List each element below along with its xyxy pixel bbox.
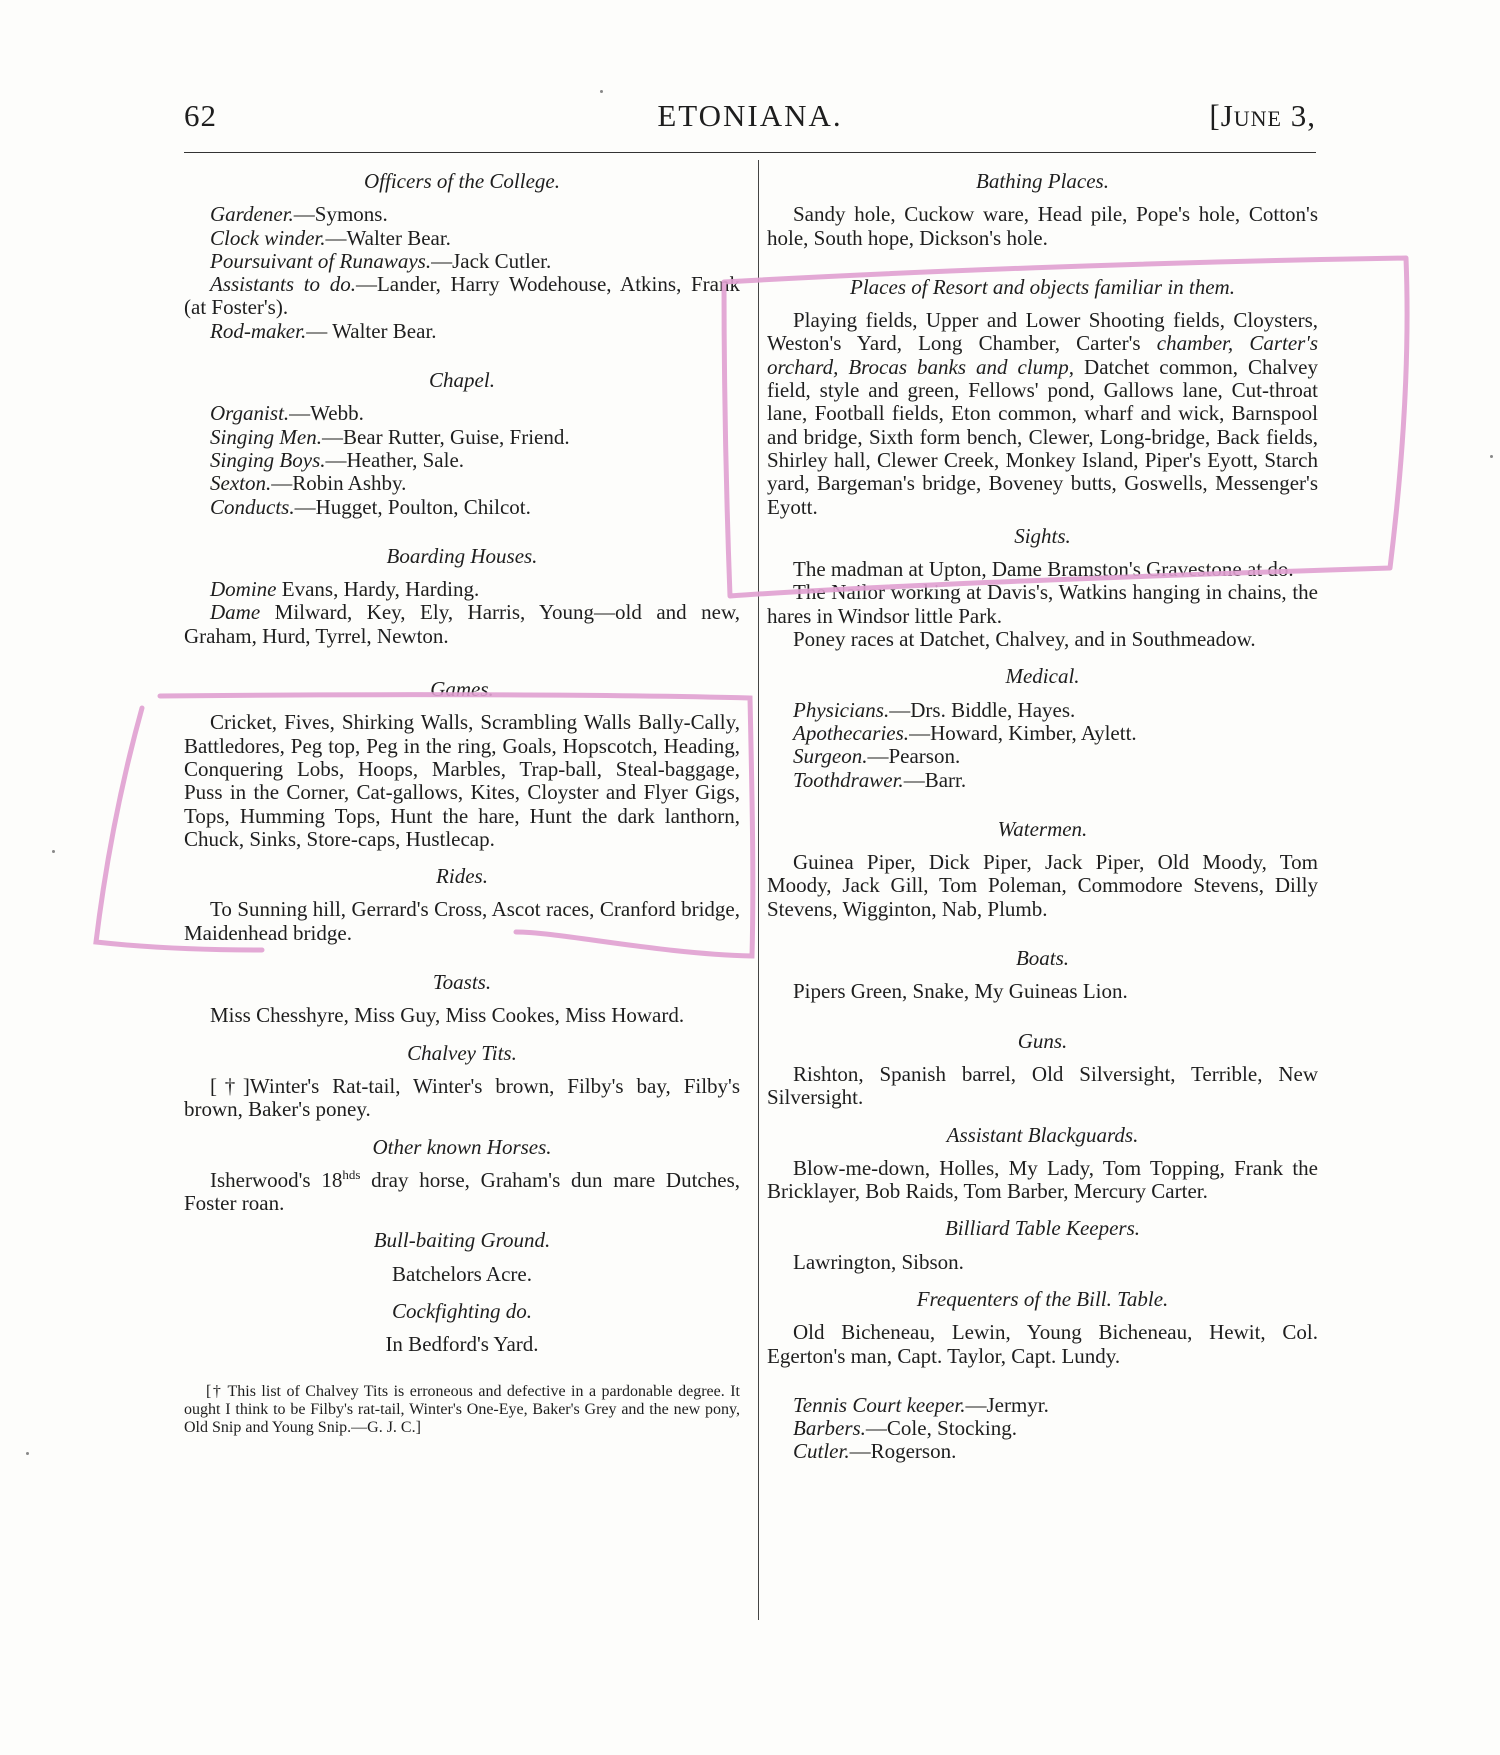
guns-text: Rishton, Spanish barrel, Old Silversight, Terrible, New Silversight. [767,1061,1318,1110]
list-item: Physicians.—Drs. Biddle, Hayes. [793,697,1076,722]
chapel-list [184,402,740,518]
list-item: Surgeon.—Pearson. [793,744,961,769]
blackguards-text: Blow-me-down, Holles, My Lady, Tom Topping, Frank the Bricklayer, Bob Raids, Tom Barber, Mercury Carter. [767,1155,1318,1204]
running-date: [June 3, [1209,98,1316,133]
list-item: Singing Boys.—Heather, Sale. [210,447,465,472]
section-title-bull: Bull-baiting Ground. [373,1228,551,1253]
footnote: [† This list of Chalvey Tits is erroneous and defective in a pardonable degree. It ought I think to be Filby's rat-tail, Winter's One-Eye, Baker's Grey and the new pony, Old Snip and Young Snip.—G. J. C.] [184,1382,740,1436]
list-item: Cutler.—Rogerson. [793,1439,957,1464]
right-column [767,170,1318,1464]
section-title-watermen: Watermen. [997,816,1088,841]
section-title-guns: Guns. [1017,1028,1068,1053]
list-item: Domine Evans, Hardy, Harding. [210,577,480,602]
list-item: Organist.—Webb. [210,401,364,426]
billiard-text: Lawrington, Sibson. [793,1249,964,1274]
sights-text: The madman at Upton, Dame Bramston's Gravestone at do. [793,557,1294,582]
frequenters-text: Old Bicheneau, Lewin, Young Bicheneau, Hewit, Col. Egerton's man, Capt. Taylor, Capt. Lundy. [767,1320,1318,1368]
list-item: Singing Men.—Bear Rutter, Guise, Friend. [210,424,570,449]
section-title-boarding: Boarding Houses. [386,543,538,568]
column-rule [758,160,759,1620]
page-number: 62 [184,98,217,133]
section-title-officers: Officers of the College. [364,169,560,193]
section-title-cock: Cockfighting do. [392,1298,532,1323]
list-item: Barbers.—Cole, Stocking. [793,1416,1018,1441]
section-title-blackguards: Assistant Blackguards. [946,1122,1139,1147]
games-text: Cricket, Fives, Shirking Walls, Scrambling Walls Bally-Cally, Battledores, Peg top, Peg in the ring, Goals, Hopscotch, Heading, Conquering Lobs, Hoops, Marbles, Trap-ball, Steal-baggage, Puss in the Corner, Cat-gallows, Kites, Cloyster and Flyer Gigs, Tops, Humming Tops, Hunt the hare, Hunt the dark lanthorn, Chuck, Sinks, Store-caps, Hustlecap. [184,710,740,851]
cock-text: In Bedford's Yard. [385,1332,539,1357]
list-item: Tennis Court keeper.—Jermyr. [793,1392,1049,1417]
section-title-billiard: Billiard Table Keepers. [944,1216,1141,1241]
paper-speck [52,850,55,853]
section-title-games: Games. [430,677,494,702]
section-title-bathing: Bathing Places. [976,169,1109,193]
list-item: Clock winder.—Walter Bear. [210,225,451,250]
resort-text: Playing fields, Upper and Lower Shooting fields, Cloysters, Weston's Yard, Long Chamber, Carter's chamber, Carter's orchard, Brocas banks and clump, Datchet common, Chalvey field, style and green, Fellows' pond, Gallows lane, Cut-throat lane, Football fields, Eton common, wharf and wick, Barnspool and bridge, Sixth form bench, Clewer, Long-bridge, Back fields, Shirley hall, Clewer Creek, Monkey Island, Piper's Eyott, Starch yard, Bargeman's bridge, Boveney butts, Goswells, Messenger's Eyott. [767,308,1318,519]
list-item: Toothdrawer.—Barr. [793,767,967,792]
list-item: Poursuivant of Runaways.—Jack Cutler. [210,248,552,273]
section-title-chalvey: Chalvey Tits. [407,1040,517,1065]
section-title-boats: Boats. [1015,946,1070,971]
section-title-horses: Other known Horses. [372,1134,552,1159]
paper-speck [26,1452,29,1455]
section-title-rides: Rides. [436,864,488,889]
section-title-resort: Places of Resort and objects familiar in them. [850,274,1235,299]
horses-text: Isherwood's $18^{hds}$ dray horse, Graham's dun mare Dutches, Foster roan. [184,1166,740,1216]
list-item: Rod-maker.— Walter Bear. [210,318,437,343]
section-title-medical: Medical. [1005,664,1080,689]
chalvey-text: [†]Winter's Rat-tail, Winter's brown, Filby's bay, Filby's brown, Baker's poney. [184,1073,740,1122]
running-title: ETONIANA. [657,98,843,133]
list-item: Assistants to do.—Lander, Harry Wodehouse, Atkins, Frank (at Foster's). [184,272,740,320]
section-title-sights: Sights. [1014,523,1071,548]
list-item: Sexton.—Robin Ashby. [210,471,407,496]
watermen-text: Guinea Piper, Dick Piper, Jack Piper, Old Moody, Tom Moody, Jack Gill, Tom Poleman, Commodore Stevens, Dilly Stevens, Wigginton, Nab, Plumb. [767,850,1318,921]
section-title-frequenters: Frequenters of the Bill. Table. [916,1286,1169,1311]
list-item: Conducts.—Hugget, Poulton, Chilcot. [210,494,531,519]
list-item: Apothecaries.—Howard, Kimber, Aylett. [793,720,1137,745]
section-title-chapel: Chapel. [429,368,495,393]
paper-speck [600,90,603,93]
boats-text: Pipers Green, Snake, My Guineas Lion. [793,979,1128,1004]
officers-list [184,203,740,343]
medical-list [767,699,1318,792]
header-rule [184,152,1316,153]
boarding-list [184,578,740,648]
list-item: Dame Milward, Key, Ely, Harris, Young—old and new, Graham, Hurd, Tyrrel, Newton. [184,600,740,648]
toasts-text: Miss Chesshyre, Miss Guy, Miss Cookes, Miss Howard. [210,1003,685,1028]
page-header [184,98,1316,142]
sights-text: Poney races at Datchet, Chalvey, and in Southmeadow. [793,627,1256,652]
misc-list [767,1394,1318,1464]
list-item: Gardener.—Symons. [210,202,388,227]
rides-text: To Sunning hill, Gerrard's Cross, Ascot races, Cranford bridge, Maidenhead bridge. [184,897,740,945]
paper-speck [1490,455,1493,458]
sights-text: The Nailor working at Davis's, Watkins hanging in chains, the hares in Windsor little Park. [767,580,1318,628]
bull-text: Batchelors Acre. [392,1261,532,1286]
left-column [184,170,740,1437]
bathing-text: Sandy hole, Cuckow ware, Head pile, Pope's hole, Cotton's hole, South hope, Dickson's hole. [767,202,1318,250]
section-title-toasts: Toasts. [432,970,492,995]
